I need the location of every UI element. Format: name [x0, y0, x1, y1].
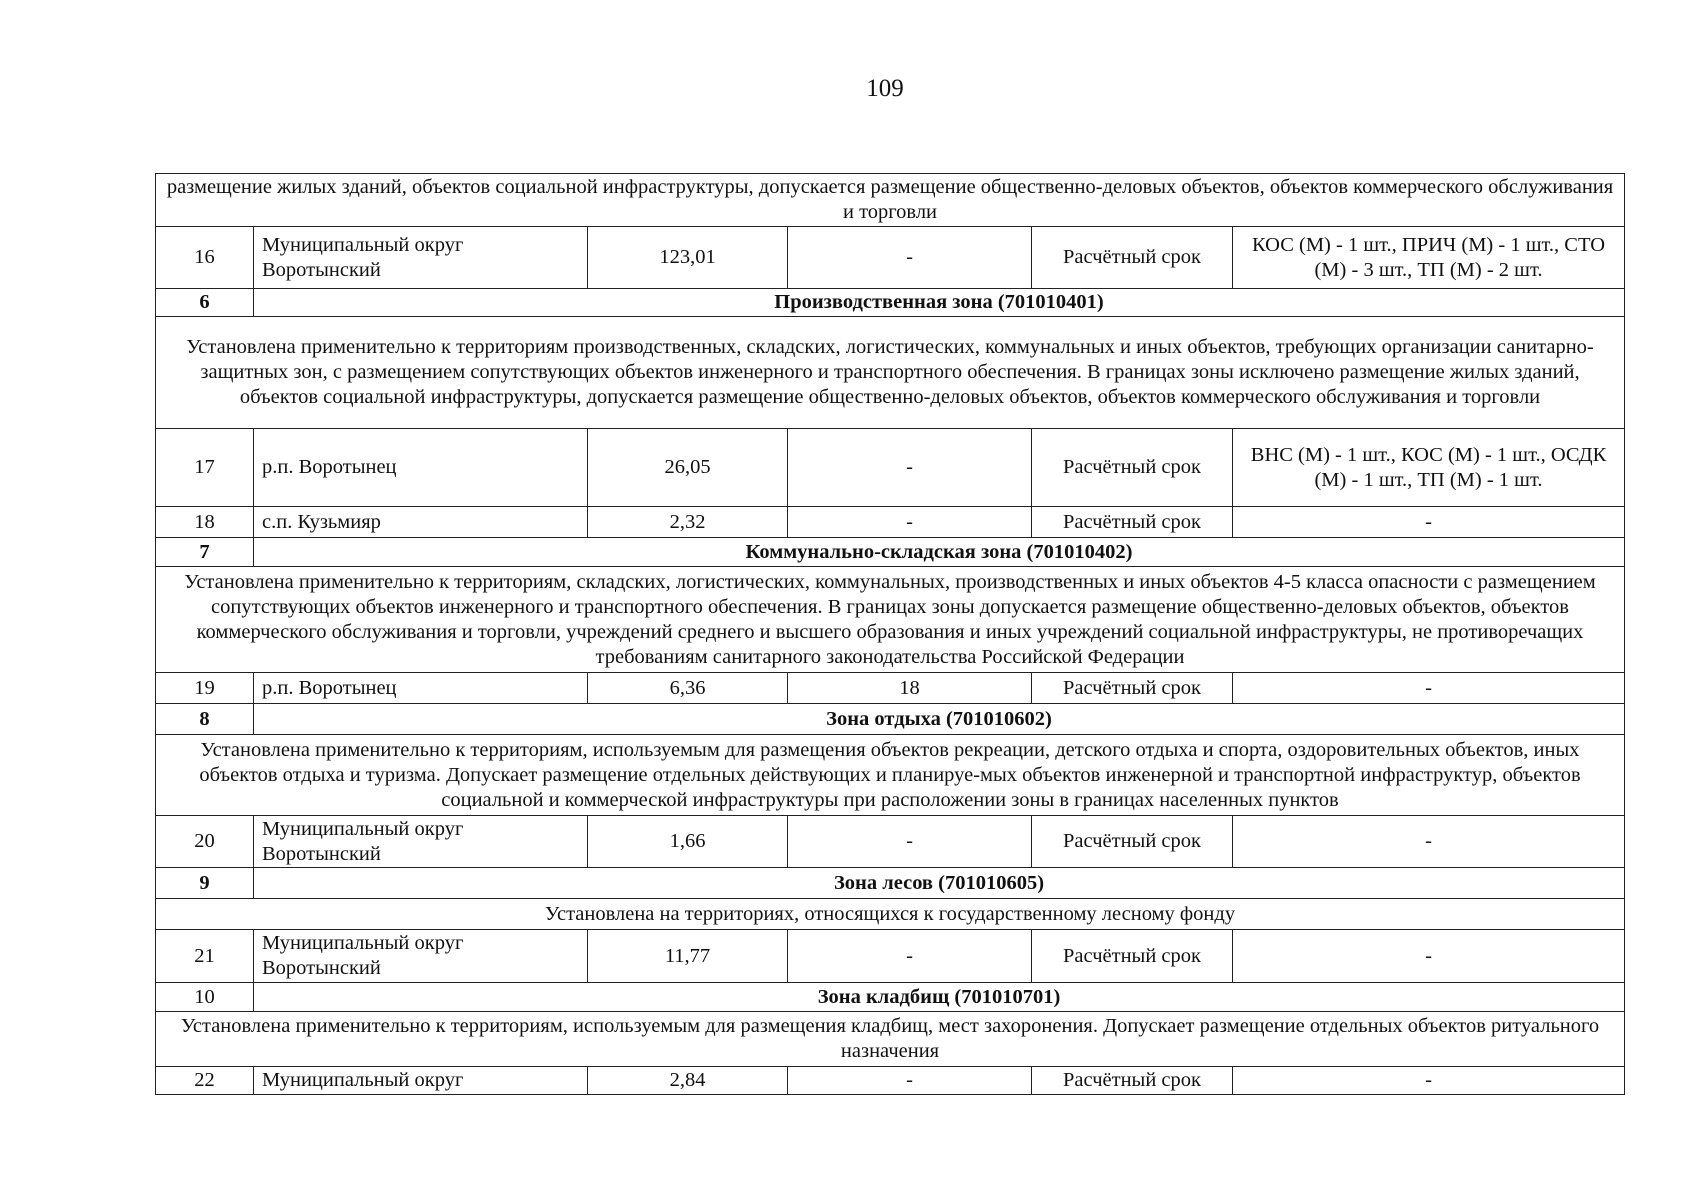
territory-name: Муниципальный округ Воротынский [254, 227, 588, 289]
zone-title: Зона кладбищ (701010701) [254, 983, 1625, 1012]
term-value: Расчётный срок [1032, 507, 1233, 538]
zone-title: Коммунально-складская зона (701010402) [254, 538, 1625, 567]
area-value: 26,05 [588, 429, 788, 507]
table-row [156, 429, 1625, 507]
zone-description-row [156, 567, 1625, 673]
column-4-value: - [788, 1067, 1032, 1095]
territory-name: с.п. Кузьмияр [254, 507, 588, 538]
row-number: 17 [156, 429, 254, 507]
zone-header-row [156, 289, 1625, 317]
zone-number: 9 [156, 868, 254, 899]
objects-value: КОС (М) - 1 шт., ПРИЧ (М) - 1 шт., СТО (М) - 3 шт., ТП (М) - 2 шт. [1233, 227, 1625, 289]
objects-value: - [1233, 1067, 1625, 1095]
zone-header-row [156, 538, 1625, 567]
column-4-value: - [788, 227, 1032, 289]
zone-description-row [156, 735, 1625, 816]
territory-name: р.п. Воротынец [254, 429, 588, 507]
zone-header-row [156, 983, 1625, 1012]
zone-number: 10 [156, 983, 254, 1012]
area-value: 11,77 [588, 930, 788, 983]
objects-value: - [1233, 930, 1625, 983]
zone-number: 7 [156, 538, 254, 567]
table-row [156, 1067, 1625, 1095]
zone-title: Зона отдыха (701010602) [254, 704, 1625, 735]
zone-description: Установлена применительно к территориям производственных, складских, логистических, коммунальных и иных объектов, требующих организации санитарно-защитных зон, с размещением сопутствующих объектов инженерного и транспортного обеспечения. В границах зоны исключено размещение жилых зданий, объектов социальной инфраструктуры, допускается размещение общественно-деловых объектов, объектов коммерческого обслуживания и торговли [156, 317, 1625, 429]
table-row [156, 930, 1625, 983]
term-value: Расчётный срок [1032, 673, 1233, 704]
row-number: 20 [156, 816, 254, 868]
zone-number: 6 [156, 289, 254, 317]
term-value: Расчётный срок [1032, 227, 1233, 289]
column-4-value: 18 [788, 673, 1032, 704]
table-row [156, 673, 1625, 704]
column-4-value: - [788, 429, 1032, 507]
term-value: Расчётный срок [1032, 816, 1233, 868]
zone-title: Производственная зона (701010401) [254, 289, 1625, 317]
zone-description-row [156, 317, 1625, 429]
term-value: Расчётный срок [1032, 429, 1233, 507]
zone-description: Установлена на территориях, относящихся к государственному лесному фонду [156, 899, 1625, 930]
zone-description-row [156, 174, 1625, 227]
table-row [156, 507, 1625, 538]
row-number: 19 [156, 673, 254, 704]
zone-description-row [156, 899, 1625, 930]
zone-header-row [156, 704, 1625, 735]
row-number: 16 [156, 227, 254, 289]
zone-description: Установлена применительно к территориям, используемым для размещения объектов рекреации, детского отдыха и спорта, оздоровительных объектов, иных объектов отдыха и туризма. Допускает размещение отдельных действующих и планируе-мых объектов инженерной и транспортной инфраструктур, объектов социальной и коммерческой инфраструктуры при расположении зоны в границах населенных пунктов [156, 735, 1625, 816]
objects-value: - [1233, 816, 1625, 868]
area-value: 6,36 [588, 673, 788, 704]
territory-name: Муниципальный округ [254, 1067, 588, 1095]
table-row [156, 227, 1625, 289]
zones-table [155, 173, 1625, 1095]
page-number: 109 [866, 75, 904, 102]
territory-name: р.п. Воротынец [254, 673, 588, 704]
zone-description-row [156, 1012, 1625, 1067]
objects-value: ВНС (М) - 1 шт., КОС (М) - 1 шт., ОСДК (М) - 1 шт., ТП (М) - 1 шт. [1233, 429, 1625, 507]
area-value: 2,32 [588, 507, 788, 538]
zone-description: Установлена применительно к территориям, используемым для размещения кладбищ, мест захоронения. Допускает размещение отдельных объектов ритуального назначения [156, 1012, 1625, 1067]
zone-title: Зона лесов (701010605) [254, 868, 1625, 899]
area-value: 1,66 [588, 816, 788, 868]
column-4-value: - [788, 816, 1032, 868]
row-number: 21 [156, 930, 254, 983]
term-value: Расчётный срок [1032, 1067, 1233, 1095]
objects-value: - [1233, 507, 1625, 538]
row-number: 18 [156, 507, 254, 538]
table-row [156, 816, 1625, 868]
zone-number: 8 [156, 704, 254, 735]
column-4-value: - [788, 930, 1032, 983]
objects-value: - [1233, 673, 1625, 704]
term-value: Расчётный срок [1032, 930, 1233, 983]
territory-name: Муниципальный округ Воротынский [254, 816, 588, 868]
area-value: 2,84 [588, 1067, 788, 1095]
area-value: 123,01 [588, 227, 788, 289]
zone-header-row [156, 868, 1625, 899]
territory-name: Муниципальный округ Воротынский [254, 930, 588, 983]
zone-description: Установлена применительно к территориям, складских, логистических, коммунальных, производственных и иных объектов 4-5 класса опасности с размещением сопутствующих объектов инженерного и транспортного обеспечения. В границах зоны допускается размещение общественно-деловых объектов, объектов коммерческого обслуживания и торговли, учреждений среднего и высшего образования и иных учреждений социальной инфраструктуры, не противоречащих требованиям санитарного законодательства Российской Федерации [156, 567, 1625, 673]
row-number: 22 [156, 1067, 254, 1095]
column-4-value: - [788, 507, 1032, 538]
zone-description: размещение жилых зданий, объектов социальной инфраструктуры, допускается размещение общественно-деловых объектов, объектов коммерческого обслуживания и торговли [156, 174, 1625, 227]
